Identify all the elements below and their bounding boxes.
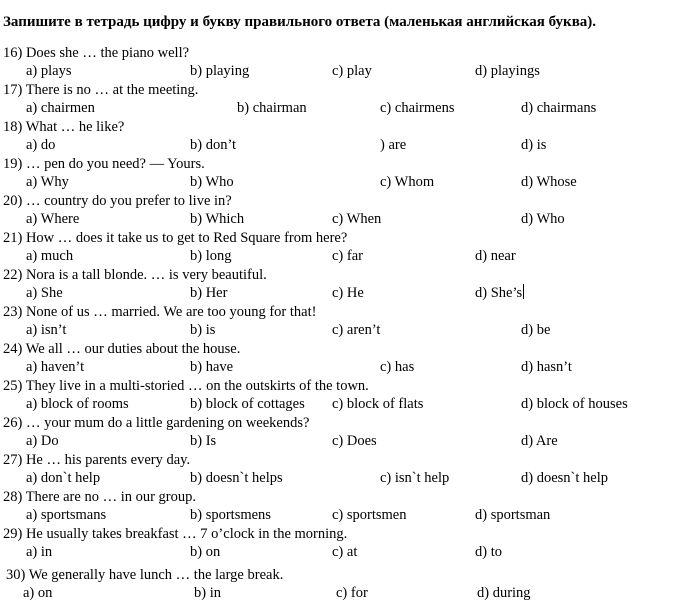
option-c: c) block of flats xyxy=(332,396,424,412)
option-c: c) play xyxy=(332,63,372,79)
option-b: b) is xyxy=(190,322,216,338)
option-b: b) have xyxy=(190,359,234,375)
question-29 xyxy=(3,525,693,562)
question-30 xyxy=(6,566,696,603)
option-d: d) hasn’t xyxy=(521,359,572,375)
question-stem: 29) He usually takes breakfast … 7 o’clock in the morning. xyxy=(3,526,348,542)
option-c: c) for xyxy=(336,585,368,601)
option-a: a) don`t help xyxy=(26,470,101,486)
question-stem: 20) … country do you prefer to live in? xyxy=(3,193,232,209)
option-a: a) Where xyxy=(26,211,80,227)
page-title: Запишите в тетрадь цифру и букву правильного ответа (маленькая английская буква). xyxy=(3,14,597,30)
option-c: c) isn`t help xyxy=(380,470,450,486)
option-a: a) on xyxy=(23,585,53,601)
option-c: c) He xyxy=(332,285,364,301)
option-b: b) Which xyxy=(190,211,245,227)
question-25 xyxy=(3,377,693,414)
option-b: b) Is xyxy=(190,433,217,449)
text-cursor xyxy=(523,284,524,299)
option-d: d) during xyxy=(477,585,531,601)
question-20 xyxy=(3,192,693,229)
option-d: d) be xyxy=(521,322,551,338)
option-d: d) block of houses xyxy=(521,396,628,412)
option-c: c) has xyxy=(380,359,415,375)
question-stem: 18) What … he like? xyxy=(3,119,125,135)
option-c: c) sportsmen xyxy=(332,507,407,523)
question-21 xyxy=(3,229,693,266)
option-b: b) long xyxy=(190,248,232,264)
question-26 xyxy=(3,414,693,451)
question-stem: 27) He … his parents every day. xyxy=(3,452,191,468)
option-c: ) are xyxy=(380,137,407,153)
option-c: c) When xyxy=(332,211,382,227)
option-b: b) don’t xyxy=(190,137,237,153)
option-d: d) sportsman xyxy=(475,507,551,523)
option-d: d) Are xyxy=(521,433,558,449)
question-stem: 23) None of us … married. We are too young for that! xyxy=(3,304,317,320)
option-d: d) Who xyxy=(521,211,565,227)
question-stem: 30) We generally have lunch … the large break. xyxy=(6,567,284,583)
option-b: b) chairman xyxy=(237,100,307,116)
question-28 xyxy=(3,488,693,525)
option-a: a) Why xyxy=(26,174,69,190)
option-a: a) block of rooms xyxy=(26,396,129,412)
option-a: a) much xyxy=(26,248,74,264)
option-c: c) aren’t xyxy=(332,322,381,338)
option-c: c) far xyxy=(332,248,363,264)
question-stem: 16) Does she … the piano well? xyxy=(3,45,190,61)
option-a: a) isn’t xyxy=(26,322,67,338)
option-a: a) chairmen xyxy=(26,100,95,116)
option-d: d) to xyxy=(475,544,502,560)
option-c: c) Whom xyxy=(380,174,435,190)
question-stem: 21) How … does it take us to get to Red Square from here? xyxy=(3,230,348,246)
question-23 xyxy=(3,303,693,340)
question-18 xyxy=(3,118,693,155)
question-17 xyxy=(3,81,693,118)
option-c: c) at xyxy=(332,544,358,560)
question-16 xyxy=(3,44,693,81)
option-b: b) in xyxy=(194,585,221,601)
option-d: d) near xyxy=(475,248,516,264)
option-d-text: d) She’s xyxy=(475,285,523,301)
question-22 xyxy=(3,266,693,303)
option-b: b) doesn`t helps xyxy=(190,470,283,486)
option-a: a) plays xyxy=(26,63,72,79)
option-a: a) Do xyxy=(26,433,59,449)
question-stem: 17) There is no … at the meeting. xyxy=(3,82,199,98)
option-b: b) playing xyxy=(190,63,250,79)
option-c: c) chairmens xyxy=(380,100,455,116)
question-stem: 26) … your mum do a little gardening on weekends? xyxy=(3,415,310,431)
option-b: b) Her xyxy=(190,285,228,301)
question-stem: 19) … pen do you need? — Yours. xyxy=(3,156,205,172)
question-stem: 28) There are no … in our group. xyxy=(3,489,197,505)
option-b: b) block of cottages xyxy=(190,396,305,412)
option-d: d) chairmans xyxy=(521,100,597,116)
question-stem: 24) We all … our duties about the house. xyxy=(3,341,241,357)
option-b: b) Who xyxy=(190,174,234,190)
option-a: a) in xyxy=(26,544,53,560)
option-d: d) Whose xyxy=(521,174,577,190)
option-b: b) on xyxy=(190,544,221,560)
question-27 xyxy=(3,451,693,488)
option-d: d) doesn`t help xyxy=(521,470,608,486)
option-a: a) sportsmans xyxy=(26,507,107,523)
option-a: a) haven’t xyxy=(26,359,85,375)
question-19 xyxy=(3,155,693,192)
option-b: b) sportsmens xyxy=(190,507,271,523)
option-d: d) is xyxy=(521,137,547,153)
option-a: a) do xyxy=(26,137,56,153)
question-stem: 25) They live in a multi-storied … on the outskirts of the town. xyxy=(3,378,369,394)
option-a: a) She xyxy=(26,285,63,301)
option-d xyxy=(475,284,524,302)
question-stem: 22) Nora is a tall blonde. … is very beautiful. xyxy=(3,267,267,283)
option-c: c) Does xyxy=(332,433,377,449)
option-d: d) playings xyxy=(475,63,540,79)
question-24 xyxy=(3,340,693,377)
